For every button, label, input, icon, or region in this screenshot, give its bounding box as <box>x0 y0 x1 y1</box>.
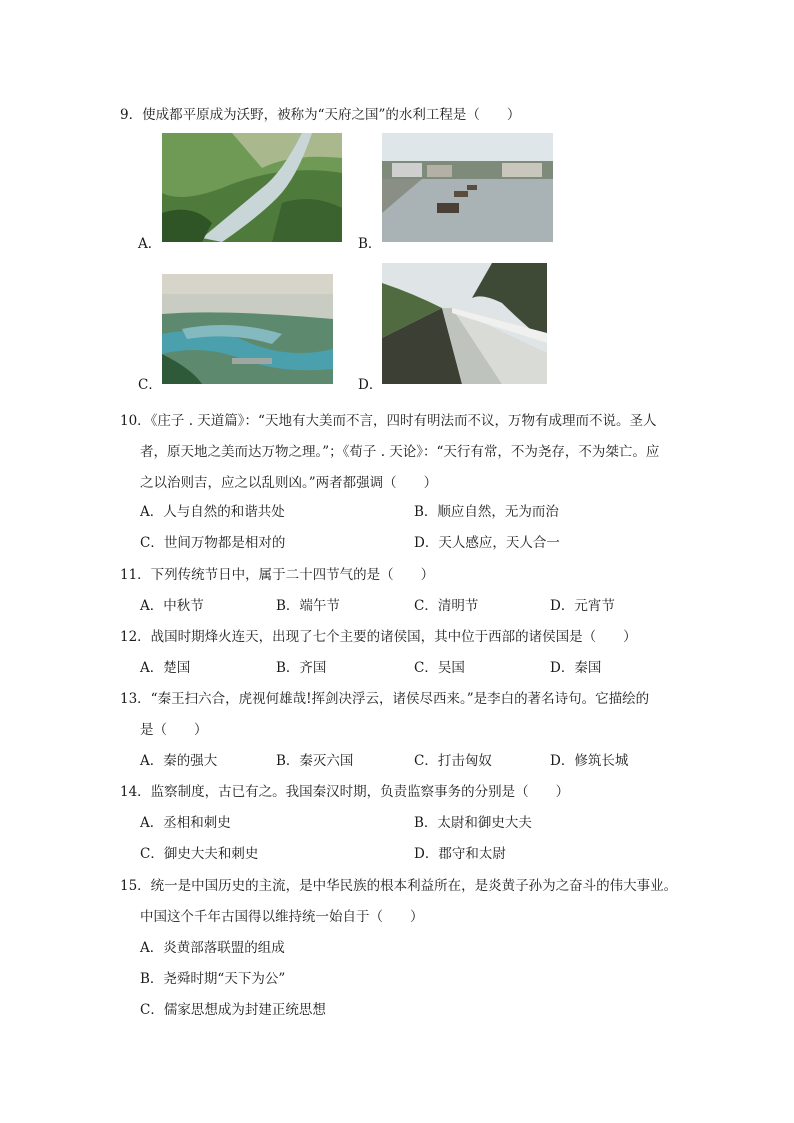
q10-stem-line-3: 之以治则吉，应之以乱则凶。”两者都强调（ ） <box>140 475 438 491</box>
q9-stem: 9．使成都平原成为沃野，被称为“天府之国”的水利工程是（ ） <box>120 107 521 123</box>
q13-stem-line-1: 13．“秦王扫六合，虎视何雄哉!挥剑决浮云，诸侯尽西来。”是李白的著名诗句。它描绘的 <box>120 691 650 707</box>
q9-option-c-photo <box>162 274 333 384</box>
q10-stem-line-1: 10．《庄子 . 天道篇》：“天地有大美而不言，四时有明法而不议，万物有成理而不说。圣人 <box>120 413 657 429</box>
q9-option-d-photo <box>382 263 547 384</box>
q13-option-c: C．打击匈奴 <box>414 753 492 769</box>
q12-option-d: D．秦国 <box>550 660 602 676</box>
q11-stem: 11．下列传统节日中，属于二十四节气的是（ ） <box>120 567 435 583</box>
q10-option-c: C．世间万物都是相对的 <box>140 535 286 551</box>
q11-option-c: C．清明节 <box>414 598 479 614</box>
q11-option-b: B．端午节 <box>276 598 340 614</box>
q11-option-d: D．元宵节 <box>550 598 615 614</box>
q9-option-a-label: A． <box>138 236 162 252</box>
q9-option-a-photo <box>162 133 342 242</box>
q15-option-a: A．炎黄部落联盟的组成 <box>140 940 285 956</box>
q10-option-a: A．人与自然的和谐共处 <box>140 504 285 520</box>
q15-option-b: B．尧舜时期“天下为公” <box>140 971 286 987</box>
q14-option-b: B．太尉和御史大夫 <box>414 815 532 831</box>
q13-option-b: B．秦灭六国 <box>276 753 354 769</box>
q9-option-b-photo <box>382 133 553 242</box>
q13-option-d: D．修筑长城 <box>550 753 629 769</box>
q15-stem-line-2: 中国这个千年古国得以维持统一始自于（ ） <box>140 909 424 925</box>
q10-option-b: B．顺应自然，无为而治 <box>414 504 559 520</box>
q12-option-c: C．吴国 <box>414 660 465 676</box>
q15-stem-line-1: 15．统一是中国历史的主流，是中华民族的根本利益所在，是炎黄子孙为之奋斗的伟大事业。 <box>120 878 678 894</box>
q12-stem: 12．战国时期烽火连天，出现了七个主要的诸侯国，其中位于西部的诸侯国是（ ） <box>120 629 637 645</box>
q9-option-c-label: C． <box>138 377 162 393</box>
q14-stem: 14．监察制度，古已有之。我国秦汉时期，负责监察事务的分别是（ ） <box>120 784 570 800</box>
q14-option-a: A．丞相和刺史 <box>140 815 231 831</box>
q12-option-b: B．齐国 <box>276 660 327 676</box>
q14-option-d: D．郡守和太尉 <box>414 846 506 862</box>
q10-stem-line-2: 者，原天地之美而达万物之理。”；《荀子 . 天论》：“天行有常，不为尧存，不为桀亡。应 <box>140 444 660 460</box>
q11-option-a: A．中秋节 <box>140 598 204 614</box>
q14-option-c: C．御史大夫和刺史 <box>140 846 259 862</box>
q15-option-c: C．儒家思想成为封建正统思想 <box>140 1002 326 1018</box>
q12-option-a: A．楚国 <box>140 660 191 676</box>
q13-stem-line-2: 是（ ） <box>140 722 208 738</box>
q9-option-d-label: D． <box>358 377 383 393</box>
q13-option-a: A．秦的强大 <box>140 753 218 769</box>
q10-option-d: D．天人感应，天人合一 <box>414 535 560 551</box>
q9-option-b-label: B． <box>358 236 382 252</box>
